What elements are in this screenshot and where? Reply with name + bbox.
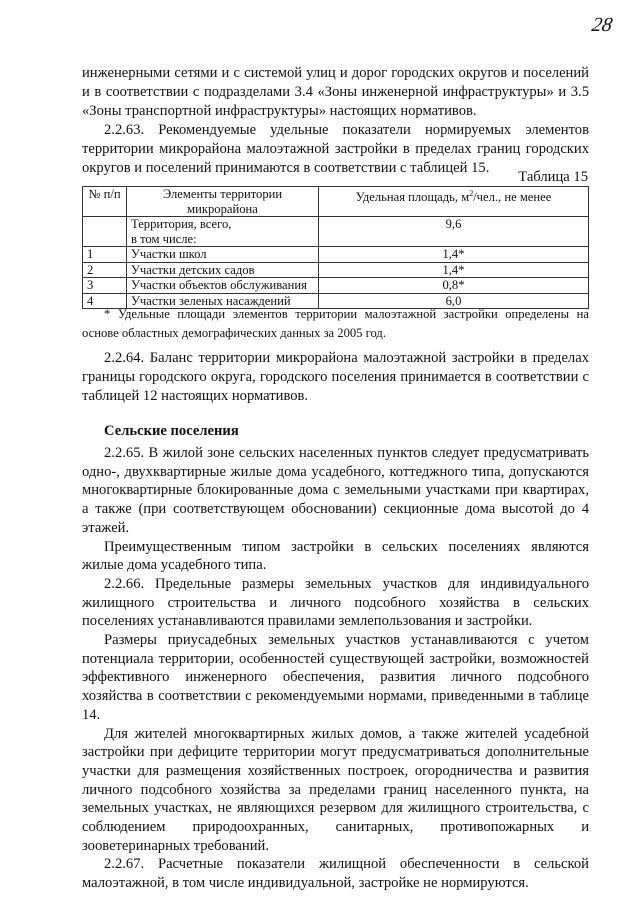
paragraph-2-2-66: 2.2.66. Предельные размеры земельных участков для индивидуального жилищного строительства и личного подсобного хозяйства в сельских поселениях устанавливаются правилами землепользования и застройки. — [82, 575, 589, 630]
paragraph: Для жителей многоквартирных жилых домов, а также жителей усадебной застройки при дефиците территории могут предусматриваться дополнительные участки для размещения хозяйственных построек, огородничества и развития личного подсобного хозяйства за пределами границ населенного пункта, на земельных участках, не являющихся резервом для жилищного строительства, с соблюдением природоохранных, санитарных, противопожарных и зооветеринарных требований. — [82, 725, 589, 854]
para-block — [82, 349, 589, 406]
paragraph-2-2-67: 2.2.67. Расчетные показатели жилищной обеспеченности в сельской малоэтажной, в том числе индивидуальной, застройке не нормируются. — [82, 856, 589, 892]
table-row: 4 Участки зеленых насаждений 6,0 — [83, 293, 589, 309]
heading-block — [82, 423, 589, 440]
header-num: № п/п — [83, 187, 127, 217]
table-row: 3 Участки объектов обслуживания 0,8* — [83, 278, 589, 294]
header-area: Удельная площадь, $м^2$/чел., не менее — [319, 187, 589, 217]
paragraph: Размеры приусадебных земельных участков устанавливаются с учетом потенциала территории, особенностей существующей застройки, возможностей эффективного инженерного обеспечения, развития личного подсобного хозяйства в соответствии с рекомендуемыми нормами, приведенными в таблице 14. — [82, 632, 589, 723]
table-caption: Таблица 15 — [518, 169, 588, 185]
page-number: 28 — [590, 14, 615, 36]
table-15 — [82, 186, 589, 309]
paragraph-2-2-64: 2.2.64. Баланс территории микрорайона малоэтажной застройки в пределах границы городского округа, городского поселения принимается в соответствии с таблицей 12 настоящих нормативов. — [82, 350, 589, 404]
footnote: * Удельные площади элементов территории малоэтажной застройки определены на основе областных демографических данных за 2005 год. — [82, 307, 589, 340]
table-row: Территория, всего, в том числе: 9,6 — [83, 217, 589, 247]
table-row: 1 Участки школ 1,4* — [83, 247, 589, 263]
paragraph: инженерными сетями и с системой улиц и дорог городских округов и поселений и в соответствии с подразделами 3.4 «Зоны инженерной инфраструктуры» и 3.5 «Зоны транспортной инфраструктуры» настоящих нормативов. — [82, 65, 589, 119]
rest-text — [82, 444, 589, 893]
table-header-row — [83, 187, 589, 217]
header-element: Элементы территории микрорайона — [127, 187, 319, 217]
paragraph-2-2-65: 2.2.65. В жилой зоне сельских населенных пунктов следует предусматривать одно-, двухквартирные жилые дома усадебного, коттеджного типа, допускаются многоквартирные блокированные дома с земельными участками при квартирах, а также (при соответствующем обосновании) секционные дома высотой до 4 этажей. — [82, 445, 589, 536]
paragraph-2-2-63: 2.2.63. Рекомендуемые удельные показатели нормируемых элементов территории микрорайона малоэтажной застройки в пределах границ городских округов и поселений принимаются в соответствии с таблицей 15. — [82, 122, 589, 176]
section-heading: Сельские поселения — [104, 423, 239, 439]
table-row: 2 Участки детских садов 1,4* — [83, 262, 589, 278]
paragraph: Преимущественным типом застройки в сельских поселениях являются жилые дома усадебного типа. — [82, 538, 589, 574]
top-text — [82, 64, 589, 178]
